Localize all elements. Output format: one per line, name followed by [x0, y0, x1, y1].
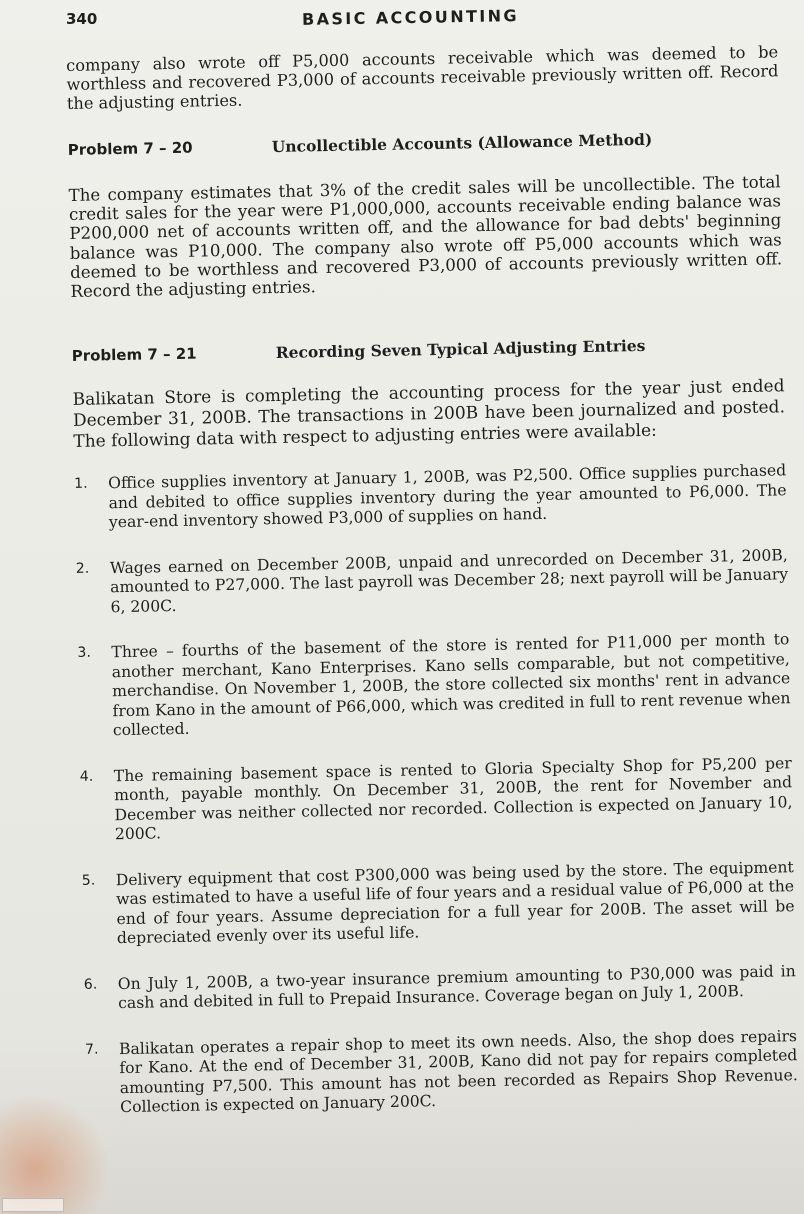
- item-text: Balikatan operates a repair shop to meet its own needs. Also, the shop does repairs for Kano. At the end of December 31, 200B, Kano did not pay for repairs completed amounting P7,500. This amount has not been recorded as Repairs Shop Revenue. Collection is expected on January 200C.: [118, 1026, 798, 1117]
- page-content: [66, 42, 799, 1144]
- problem-heading-7-21: [72, 333, 784, 366]
- running-title: BASIC ACCOUNTING: [301, 6, 520, 29]
- list-item: [74, 461, 787, 533]
- list-item: [85, 1027, 798, 1119]
- item-number: 3.: [77, 644, 91, 662]
- item-text: Delivery equipment that cost P300,000 was being used by the store. The equipment was estimated to have a useful life of four years and a residual value of P6,000 at the end of four years. Assume depreciation for a full year for 200B. The asset will be depreciated evenly over its useful life.: [115, 857, 795, 948]
- item-number: 5.: [81, 872, 96, 889]
- item-number: 7.: [84, 1041, 99, 1058]
- list-item: [82, 858, 795, 950]
- item-text: Three – fourths of the basement of the store is rented for P11,000 per month to another merchant, Kano Enterprises. Kano sells comparable, but not competitive, merchandise. On November 1, 200B, the store collected six months' rent in advance from Kano in the amount of P66,000, which was credited in full to rent revenue when collected.: [111, 630, 791, 740]
- list-item: [77, 630, 791, 741]
- item-number: 1.: [74, 475, 88, 493]
- problem-heading-7-20: [68, 127, 780, 160]
- problem-title: Uncollectible Accounts (Allowance Method): [271, 129, 653, 157]
- page-number: 340: [66, 10, 98, 28]
- item-number: 4.: [79, 768, 94, 785]
- page-header: [0, 8, 804, 32]
- item-number: 2.: [75, 560, 90, 577]
- item-text: Wages earned on December 200B, unpaid and unrecorded on December 31, 200B, amounted to P27,000. The last payroll was December 28; next payroll will be January 6, 200C.: [109, 545, 789, 616]
- item-number: 6.: [83, 976, 98, 993]
- list-item: [84, 962, 797, 1015]
- scanner-watermark: [2, 1198, 64, 1212]
- list-item: [76, 546, 789, 618]
- problem-7-21-body: Balikatan Store is completing the accounting process for the year just ended December 31, 200B. The transactions in 200B have been journalized and posted. The following data with respect to adjusting entries were available:: [72, 376, 786, 453]
- problem-7-20-body: The company estimates that 3% of the credit sales will be uncollectible. The total credit sales for the year were P1,000,000, accounts receivable ending balance was P200,000 net of accounts written off, and the allowance for bad debts' beginning balance was P10,000. The company also wrote off P5,000 accounts which was deemed to be worthless and recovered P3,000 of accounts previously written off. Record the adjusting entries.: [68, 172, 783, 301]
- problem-number: Problem 7 – 21: [71, 344, 197, 366]
- list-item: [80, 754, 793, 846]
- problem-title: Recording Seven Typical Adjusting Entries: [275, 336, 646, 363]
- item-text: The remaining basement space is rented to Gloria Specialty Shop for P5,200 per month, payable monthly. On December 31, 200B, the rent for November and December was neither collected nor recorded. Collection is expected on January 10, 200C.: [113, 753, 793, 844]
- item-text: Office supplies inventory at January 1, 200B, was P2,500. Office supplies purchased and debited to office supplies inventory during the year amounted to P6,000. The year-end inventory showed P3,000 of supplies on hand.: [108, 461, 787, 532]
- item-text: On July 1, 200B, a two-year insurance premium amounting to P30,000 was paid in cash and debited in full to Prepaid Insurance. Coverage began on July 1, 200B.: [117, 961, 796, 1013]
- adjusting-data-list: [74, 461, 798, 1118]
- problem-number: Problem 7 – 20: [67, 138, 193, 159]
- continued-paragraph: company also wrote off P5,000 accounts receivable which was deemed to be worthless and recovered P3,000 of accounts receivable previously written off. Record the adjusting entries.: [66, 42, 779, 113]
